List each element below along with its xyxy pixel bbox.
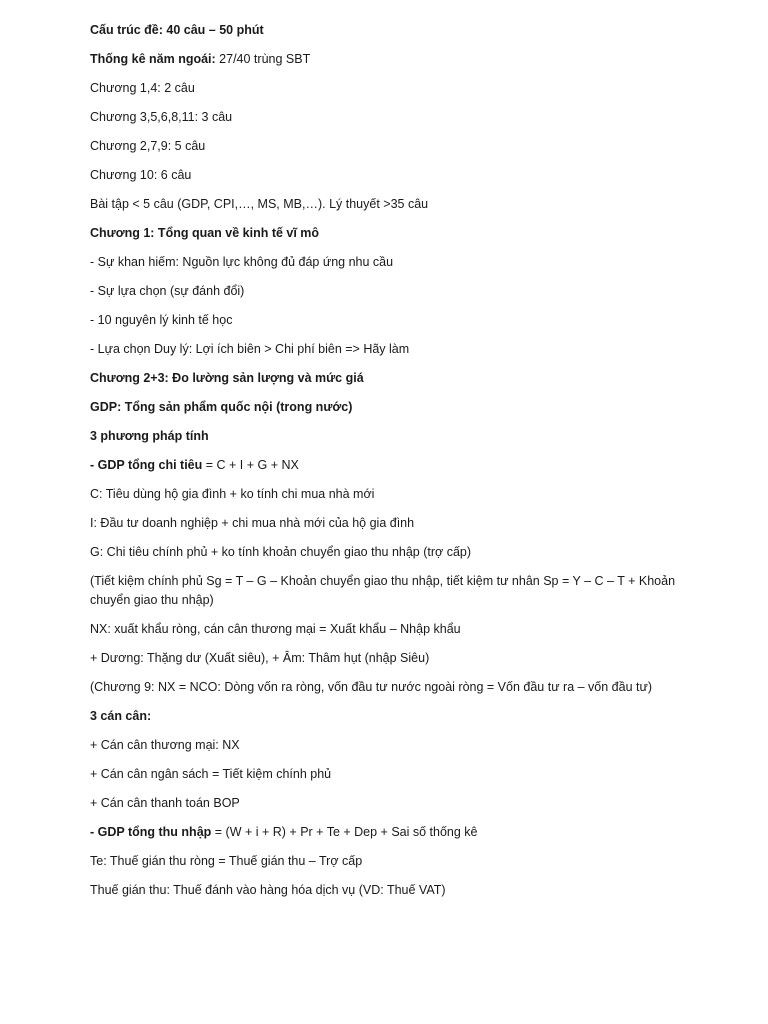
gdp-expenditure-label: - GDP tổng chi tiêu xyxy=(90,458,203,472)
chapter-2-3-heading: Chương 2+3: Đo lường sản lượng và mức giá xyxy=(90,371,364,385)
last-year-stats xyxy=(90,50,690,69)
consumption-line: C: Tiêu dùng hộ gia đình + ko tính chi mua nhà mới xyxy=(90,487,375,501)
gdp-expenditure-formula xyxy=(90,456,690,475)
chapter-count-2-7-9: Chương 2,7,9: 5 câu xyxy=(90,139,206,153)
net-indirect-tax-line: Te: Thuế gián thu ròng = Thuế gián thu – Trợ cấp xyxy=(90,854,363,868)
budget-balance-line: + Cán cân ngân sách = Tiết kiệm chính phủ xyxy=(90,767,332,781)
trade-balance-line: + Cán cân thương mại: NX xyxy=(90,738,240,752)
indirect-tax-line: Thuế gián thu: Thuế đánh vào hàng hóa dịch vụ (VD: Thuế VAT) xyxy=(90,883,446,897)
chapter-9-note: (Chương 9: NX = NCO: Dòng vốn ra ròng, vốn đầu tư nước ngoài ròng = Vốn đầu tư ra – vốn đầu tư) xyxy=(90,680,653,694)
three-methods-heading: 3 phương pháp tính xyxy=(90,429,209,443)
exam-structure-heading: Cấu trúc đề: 40 câu – 50 phút xyxy=(90,23,264,37)
government-line: G: Chi tiêu chính phủ + ko tính khoản chuyển giao thu nhập (trợ cấp) xyxy=(90,545,472,559)
net-exports-line: NX: xuất khẩu ròng, cán cân thương mại = Xuất khẩu – Nhập khẩu xyxy=(90,622,461,636)
bop-line: + Cán cân thanh toán BOP xyxy=(90,796,240,810)
surplus-deficit-line: + Dương: Thặng dư (Xuất siêu), + Âm: Thâm hụt (nhập Siêu) xyxy=(90,651,430,665)
chapter-1-heading: Chương 1: Tổng quan về kinh tế vĩ mô xyxy=(90,226,320,240)
chapter-count-1-4: Chương 1,4: 2 câu xyxy=(90,81,195,95)
savings-note: (Tiết kiệm chính phủ Sg = T – G – Khoản chuyển giao thu nhập, tiết kiệm tư nhân Sp = Y – C – T + Khoản chuyển giao thu nhập) xyxy=(90,574,676,607)
three-balances-heading: 3 cán cân: xyxy=(90,709,152,723)
gdp-income-equation: = (W + i + R) + Pr + Te + Dep + Sai số thống kê xyxy=(211,825,478,839)
scarcity-line: - Sự khan hiếm: Nguồn lực không đủ đáp ứng nhu cầu xyxy=(90,255,394,269)
document-page xyxy=(90,21,690,910)
exercise-theory-split: Bài tập < 5 câu (GDP, CPI,…, MS, MB,…). Lý thuyết >35 câu xyxy=(90,197,429,211)
rational-choice-line: - Lựa chọn Duy lý: Lợi ích biên > Chi phí biên => Hãy làm xyxy=(90,342,410,356)
gdp-expenditure-equation: = C + I + G + NX xyxy=(202,458,299,472)
gdp-definition-heading: GDP: Tổng sản phẩm quốc nội (trong nước) xyxy=(90,400,353,414)
investment-line: I: Đầu tư doanh nghiệp + chi mua nhà mới của hộ gia đình xyxy=(90,516,415,530)
chapter-count-10: Chương 10: 6 câu xyxy=(90,168,192,182)
gdp-income-label: - GDP tổng thu nhập xyxy=(90,825,212,839)
gdp-income-formula xyxy=(90,823,690,842)
ten-principles-line: - 10 nguyên lý kinh tế học xyxy=(90,313,233,327)
last-year-stats-value: 27/40 trùng SBT xyxy=(215,52,311,66)
chapter-count-3-5-6-8-11: Chương 3,5,6,8,11: 3 câu xyxy=(90,110,233,124)
choice-line: - Sự lựa chọn (sự đánh đổi) xyxy=(90,284,245,298)
last-year-stats-label: Thống kê năm ngoái: xyxy=(90,52,216,66)
